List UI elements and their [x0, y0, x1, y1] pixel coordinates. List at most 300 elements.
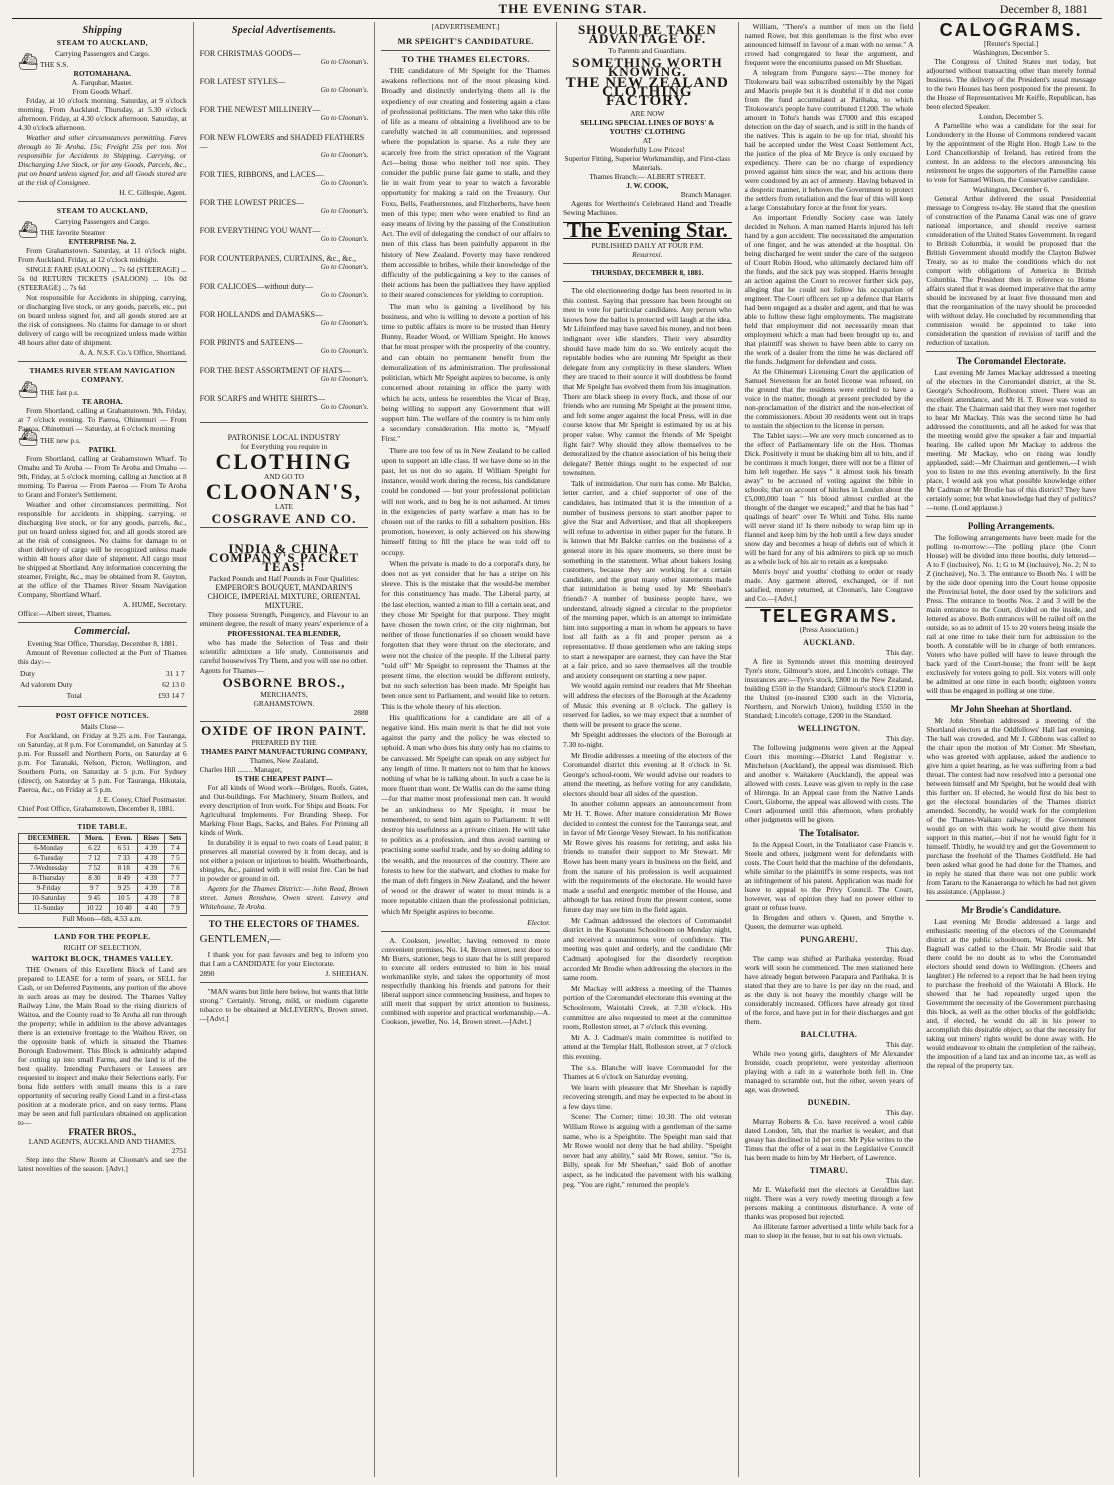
- ad-item-label: FOR SCARFS and WHITE SHIRTS—: [199, 394, 326, 403]
- motto: Resurrexi.: [632, 250, 663, 259]
- ad-item-go: Go to Cloonan's.: [320, 114, 369, 122]
- ship-name: TE AROHA.: [82, 397, 123, 406]
- thames-electors-headline: TO THE THAMES ELECTORS.: [401, 54, 530, 64]
- list-item: [200, 366, 369, 384]
- rule: [926, 699, 1096, 700]
- tide-cell: 4 39: [138, 864, 164, 874]
- ad-item-label: FOR NEW FLOWERS and SHADED FEATHERS—: [199, 133, 365, 151]
- article-paragraph: There are too few of us in New Zealand to be called upon to support an idle class. If we have done so in the past, let us not do so again. If William Speight for instance, would work during the recess, his candidature could be condoned — but your professional politician will not work, and to beg he is not ashamed. At times in the exigencies of party warfare a man has to be chosen out of the ranks to fill a subaltern position. His promotion, however, is only achieved on his showing himself fitting to fill the place he was told off to occupy.: [381, 445, 550, 557]
- post-office-sub: Mails Close—: [80, 722, 124, 731]
- rule: [18, 361, 187, 362]
- tide-cell: 7 5: [164, 854, 186, 864]
- column-footer-advt: Step into the Show Room at Cloonan's and see the latest novelties of the season. [Advt.]: [18, 1155, 187, 1173]
- tide-cell: 7 8: [164, 884, 186, 894]
- india-sub: Packed Pounds and Half Pounds in Four Qualities:: [208, 574, 360, 583]
- tide-cell: 9-Friday: [19, 884, 80, 894]
- clothing-headline: CLOTHING: [215, 449, 353, 474]
- washington-text: The Congress of United States met today, but adjourned without transacting other than merely formal business. The delivery of the President's usual message to the two Houses has been postponed for the present. In the House of Representatives Mr Keiffe, Republican, has been elected Speaker.: [926, 57, 1096, 111]
- dateline-day: This day.: [885, 945, 914, 954]
- land-text: THE Owners of this Excellent Block of Land are prepared to LEASE for a term of years, or SELL for Cash, or on Deferred Payments, any portion of the above in such areas as may be desired. The Thames Valley Railway Line, the Main Road to the rising districts of Waitoa, and the County road to Te Aroha all run through the property; while in addition to the above advantages there is an extensive frontage to the Waihou River, on the opposite bank of which is situated the Thames Borough Endowment. This Block is admirably adapted for cutting up into small Farms, and the land is of the best quality. Intending Purchasers or Lessees are requested to inspect and make their Selections early. For bona fide settlers with small means this is a rare opportunity of securing really Good Land in a first-class position at a moderate price, and on easy terms. Plans may be seen and full particulars obtained on application to—: [18, 965, 187, 1127]
- tide-cell: 7 4: [164, 844, 186, 854]
- dateline-washington-2: Washington, December 6.: [972, 185, 1050, 194]
- ad-item-label: FOR PRINTS and SATEENS—: [199, 338, 303, 347]
- rule: [18, 201, 187, 202]
- auckland-text: A fire in Symonds street this morning destroyed Tyre's store, Gilmour's store, and Lincoln's cottage. The insurances are:—Tyre's stock, £800 in the New Zealand, building £550 in the Standard; Gilmour's stock £1200 in the United (re-insured £300 each in the Victoria, Northern, and Norwich Union), building £550 in the Standard; Lincoln's cottage, £200 in the Standard.: [744, 657, 914, 720]
- tide-cell: 8 49: [110, 874, 138, 884]
- ad-number: 2890: [199, 969, 215, 978]
- electors-headline: TO THE ELECTORS OF THAMES.: [208, 919, 360, 929]
- reuter-special: [Reuter's Special.]: [984, 39, 1039, 48]
- steamship-icon: ⛴: [18, 382, 39, 399]
- post-office-sign: J. E. Coney, Chief Postmaster.: [97, 795, 187, 804]
- tide-cell: 9 25: [110, 884, 138, 894]
- ad-item-label: FOR LATEST STYLES—: [199, 77, 286, 86]
- tide-cell: 6-Tuesday: [19, 854, 80, 864]
- ship-te-aroha: [18, 382, 187, 433]
- ad-item-go: Go to Cloonan's.: [320, 319, 369, 327]
- dateline-auckland: AUCKLAND.: [803, 638, 855, 647]
- sheehan-sign-row: [200, 969, 369, 978]
- totalisator-text: In the Appeal Court, in the Totalisator case Francis v. Steele and others, judgment went for defendants with costs. The Court held that the machine of the defendants, while similar to the plaintiff's in some respects, was not an infringement of his patent. Application was made for leave to appeal to the Privy Council. The Court, however, was of opinion they had no power either to grant or refuse leave.: [744, 840, 914, 912]
- frater-sub: LAND AGENTS, AUCKLAND AND THAMES.: [28, 1137, 176, 1146]
- grahamstown: GRAHAMSTOWN.: [253, 699, 315, 708]
- dateline-pungarehu: PUNGAREHU.: [800, 935, 858, 944]
- coromandel-headline: The Coromandel Electorate.: [956, 356, 1066, 366]
- dateline-day: This day.: [885, 648, 914, 657]
- article-paragraph: The old electioneering dodge has been resorted to in this contest. Saying that pressure has been brought on men to vote for particular candidates. Any person who knows how the ballot is protected will laugh at the idea. Mr Lifeintfeed may have saved his money, and not been indignant over idle slanders. Their very absurdity should have made him do so. We entirely acquit the reputable bodies who are running Mr Speight as their delegate from any complicity in these slanders. When they are traced to their source it will doubtless be found that Mr Speight has evolved them from his imagination. There are black sheep in every flock, and those of our friends who are running Mr Speight at the present time, and felt some anger against the local Press, will in due course know that Mr Speight is estimated by us at his proper value. Why cannot the friends of Mr Speight fight fair? Why should they allow themselves to be demoralized by the chance association of his being their delegate? Better things ought to be expected of our townsmen.: [563, 286, 732, 478]
- ship-prefix: THE new p.s.: [40, 436, 81, 445]
- ship-schedule: From Grahamstown. Saturday, at 11 o'clock night. From Auckland. Friday, at 12 o'clock midnight.: [18, 246, 187, 264]
- ship-office: A. A. N.S.F. Co.'s Office, Shortland.: [79, 348, 187, 357]
- advertisement-tag: [ADVERTISEMENT.]: [431, 22, 500, 31]
- cosgrave-line: COSGRAVE AND CO.: [211, 511, 357, 526]
- dateline-washington: Washington, December 5.: [972, 48, 1050, 57]
- section-shipping: Shipping: [82, 25, 123, 36]
- oxide-agents: Agents for the Thames District:— John Read, Brown street. James Renshaw, Owen street. Lavery and Whitehouse, Te Aroha.: [199, 884, 369, 911]
- ship-prefix: THE fast p.s.: [40, 388, 80, 397]
- merchants: MERCHANTS,: [260, 690, 308, 699]
- article-paragraph: Mr Brodie addresses a meeting of the electors of the Coromandel district this evening at 8 o'clock in St. George's school-room. We would advise our readers to attend the meeting, as before voting for any candidate, electors should hear all sides of the question.: [563, 750, 732, 798]
- rule: [926, 351, 1096, 352]
- article-paragraph: THE candidature of Mr Speight for the Thames awakens reflections not of the most pleasing kind. Broadly and distinctly underlying them all is the expediency of our creating and fostering again a class of professional politicians. The men who take this rôle of life as a means of obtaining a livelihood are to be carefully watched in all communities, and repressed where the population is sparse. As a rule they are scarcely free from the strict operation of the Vagrant Act—being those who neither toil nor spin. They consider the public purse fair game to stalk, and they lie in wait from year to year to watch a favorable opportunity for making a raid on the Treasury. Our Foxs, Bells, Featherstones, and Fitzherberts, have been men of this type; men who were enabled to find an easy means of living by the passing of the Constitution Act. The evil of delegating the conduct of our affairs to men of this class has been painfully apparent in the history of New Zealand. Poverty may have rendered them accessible to bribes, while their knowledge of the difficulty of the publicgaining a key to the causes of their actions has been the palliatives they have applied to their seared consciences for yielding to corruption.: [381, 66, 550, 300]
- fare-list: SINGLE FARE (SALOON) ... 7s 6d (STEERAGE) ... 5s 0d RETURN TICKETS (SALOON) ... 10s 0d (STEERAGE) ... 7s 6d: [18, 265, 187, 292]
- telegrams-headline: TELEGRAMS.: [759, 606, 898, 626]
- column-4: [557, 22, 739, 1477]
- oxide-paint-headline: OXIDE OF IRON PAINT.: [201, 723, 367, 738]
- gentlemen-salutation: GENTLEMEN,—: [199, 933, 281, 945]
- cloonans-headline: CLOONAN'S,: [205, 479, 363, 504]
- table-row: [19, 894, 187, 904]
- ship-prefix: THE S.S.: [40, 60, 69, 69]
- ad-item-label: FOR THE BEST ASSORTMENT OF HATS—: [199, 366, 351, 375]
- column-2: [194, 22, 376, 1477]
- totalisator-text-2: In Brogden and others v. Queen, and Smythe v. Queen, the demurrer was upheld.: [744, 913, 914, 931]
- ad-item-go: Go to Cloonan's.: [320, 58, 369, 66]
- post-office-head: POST OFFICE NOTICES.: [55, 711, 149, 720]
- waitoki-head: WAITOKI BLOCK, THAMES VALLEY.: [31, 954, 174, 963]
- something-worth-knowing: SOMETHING WORTH KNOWING.: [572, 55, 723, 79]
- table-row: [19, 884, 187, 894]
- timaru-text-2: An illiterate farmer advertised a little while back for a man to sleep in the house, but to eat his own victuals.: [744, 1222, 914, 1240]
- sheehan-text: Mr John Sheehan addressed a meeting of the Shortland electors at the Oddfellows' Hall last evening. The hall was crowded, and Mr J. Gibbons was called to the chair upon the motion of Mr Comer. Mr Sheehan, who was greeted with applause, asked the audience to give him a quiet hearing, as he was suffering from a bad throat. The contest had now resolved into a personal one between himself and Mr Speight, but he would deal with this further on. If elected, he would first do his best to get the electoral boundaries of the Thames district amended. Secondly, he would work for the completion of the Thames-Waikato railway; if the Government would go on with this work he would give them his support in this matter,—but if not he would fight for it himself. Thirdly, he would try and get the Government to purchase the freehold of the Thames Goldfield. He had been asked what good he had done for the Thames, and in reply he stated that there was not one public work from Tararu to the Kauaeranga to which he had not given his assistance. (Applause.): [926, 716, 1096, 896]
- tide-table-body: [19, 844, 187, 914]
- cookson-advt: A. Cookson, jeweller, having removed to more convenient premises, No. 14, Brown street, next door to Mr Burrs, stationer, begs to state that he is still prepared to execute all orders entrusted to him in his usual workmanlike style, and takes the opportunity of most respectfully thanking his friends and patrons for their liberal support since commencing business, and hopes to still merit that support by strict attention to business, combined with superior and practical workmanship.—A. Cookson, jeweller, No. 14, Brown street.—[Advt.]: [381, 935, 550, 1026]
- oxide-uses: For all kinds of Wood work—Bridges, Roofs, Gates, and Out-buildings. For Machinery, Steam Boilers, and every description of Iron work. For Ships and Boats. For Agricultural Implements. For Branding Sheep. For Marking Flour Bags, Sacks, and Bales. For Priming all kinds of Work.: [199, 783, 369, 837]
- osborne-bros: OSBORNE BROS.,: [222, 675, 346, 690]
- steamship-icon: ⛴: [18, 222, 39, 239]
- tide-cell: 4 39: [138, 894, 164, 904]
- tea-agents: Agents for Thames—: [199, 666, 264, 675]
- tide-cell: 7-Wednesday: [19, 864, 80, 874]
- patronise-line: PATRONISE LOCAL INDUSTRY: [227, 433, 341, 442]
- evening-star-masthead: The Evening Star.: [563, 222, 732, 239]
- ad-item-go: Go to Cloonan's.: [320, 403, 369, 411]
- cook-name: J. W. COOK,: [626, 181, 669, 190]
- post-office-text: For Auckland, on Friday at 9.25 a.m. For Tauranga, on Saturday, at 8 p.m. For Coromandel, on Saturday at 5 p.m. For Russell and Northern Ports, on Saturday at 6 p.m. For Taranaki, Nelson, Picton, Wellington, and Southern Ports, on Saturday at 5 p.m. For Sydney (direct), on Saturday at 5 p.m. For Tauranga, Hikutaia, Paeroa, &c., on Friday at 5 p.m.: [18, 731, 187, 794]
- column-6: [920, 22, 1102, 1477]
- tide-cell: 7 12: [79, 854, 110, 864]
- ship-name: PATIKI.: [88, 445, 116, 454]
- list-item: [200, 394, 369, 412]
- list-item: [200, 338, 369, 356]
- revenue-label: Ad valorem Duty: [20, 680, 73, 689]
- article-paragraph: Mr Mackay will address a meeting of the Thames portion of the Coromandel electorate this evening at the Schoolroom, Waiotahi Creek, at 7.30 o'clock. His committee are also requested to meet at the committee room, Rolleston street, at 7 o'clock this evening.: [563, 983, 732, 1032]
- list-item: [200, 310, 369, 328]
- oxide-cheapest: IS THE CHEAPEST PAINT—: [235, 774, 333, 783]
- ad-item-label: FOR COUNTERPANES, CURTAINS, &c., &c.,: [199, 254, 357, 263]
- tide-cell: 4 39: [138, 884, 164, 894]
- post-office-date: Chief Post Office, Grahamstown, December 8, 1881.: [18, 804, 175, 813]
- are-now-line: ARE NOW: [630, 109, 665, 118]
- commercial-text: Amount of Revenue collected at the Port of Thames this day:—: [18, 648, 187, 666]
- tide-column-header: DECEMBER.: [19, 834, 80, 844]
- tide-column-header: Even.: [110, 834, 138, 844]
- oxide-place: Thames, New Zealand,: [249, 756, 319, 765]
- article-paragraph: A telegram from Punguru says:—The money for Titokowaru bail was subscribed ostensibly by the Ngati and Maoris people but it is doubtful if it did not come from the fund accumulated at Parihaka, to which Titokowaru's people have contributed £1200. The whole amount in Tohu's hands was £7000 and this escaped detection on the day of search, and is still in the hands of the natives. This is again to be up for trial, should his bail be accepted under the West Coast Settlement Act, the justice of the plea of Mr Bryce is only excused by expediency. There can be no charge of expediency proved against him since the war, and his actions there were condoned by an act of amnesty. Having behaved in a despotic manner, it behoves the Government to protect the settlers from retaliation and the fear of this will keep a large Constabulary force at the front for years.: [744, 68, 914, 212]
- tide-column-header: Sets: [164, 834, 186, 844]
- ship-secretary: A. HUME, Secretary.: [122, 600, 187, 609]
- at-line: AT: [642, 136, 652, 145]
- ship-prefix: THE favorite Steamer: [40, 228, 106, 237]
- article-paragraph: The s.s. Blanche will leave Coromandel for the Thames at 6 o'clock on Saturday evening.: [563, 1062, 732, 1082]
- oxide-company: THAMES PAINT MANUFACTURING COMPANY,: [200, 747, 368, 756]
- steam-auckland-head: STEAM TO AUCKLAND,: [56, 206, 148, 215]
- dunedin-text: Murray Roberts & Co. have received a wool cable dated London, 5th, that the market is weaker, and that greasy has declined to 1d per cent. Mr Pyke writes to the Times that the offer of a seat in the Legislative Council has been made to him by Mr Herbert, of Lawrence.: [744, 1117, 914, 1162]
- article-paragraph: Scene: The Corner; time: 10.30. The old veteran William Rowe is arguing with a gentleman of the same name, who is a Speightite. The Speight man said that Mr Rowe would not deny that he had ability. "Speight never had any ability," said Mr Rowe, senior. "So is, Billy, speak for Mr Sheehan," said Bob of another aspect, as he indicated the pavement with his walking peg. "You are right," returned the people's: [563, 1112, 732, 1189]
- dateline-day: This day.: [885, 1176, 914, 1185]
- column-3: [375, 22, 557, 1477]
- tide-cell: 10 22: [79, 904, 110, 914]
- coromandel-text: Last evening Mr James Mackay addressed a meeting of the electors in the Coromandel district, at the St. George's Schoolroom, Rolleston street. There was an excellent attendance, and Mr H. T. Rowe was voted to the chair. The Chairman said that they were met together to hear Mr Mackay. This was the second time he had addressed the constituents, and all he asked for was that the meeting would give the speaker a fair and impartial hearing. He called upon Mr Mackay to address the meeting. Mr Mackay, who on rising was loudly applauded, said:—Mr Chairman and gentlemen,—I wish you to listen to me this evening attentively. In the first place, I would ask you what possible knowledge either Mr Cadman or Mr Brodie has of this district? They have certainly some; but what knowledge had they of politics? —none. (Loud applause.): [926, 368, 1096, 512]
- ship-note: Weather and other circumstances permitting. Not responsible for accidents in shipping, carrying, or discharging live stock, or for any goods, parcels, &c., put on board unless signed for, and all goods stored are at the risk of consignees. No claims for damage to or short delivery of cargo will be recognized unless made within 48 hours after date of shipment. All cargo must be shipped at Shortland. Any information concerning the steamer, Freight, &c., may be obtained from R. Guyton, at the office of the Thames River Steam Navigation Company, Shortland Wharf.: [18, 500, 187, 599]
- rule: [563, 263, 732, 264]
- tea-blender: PROFESSIONAL TEA BLENDER,: [227, 629, 341, 638]
- table-row: [19, 904, 187, 914]
- india-china-headline: INDIA & CHINA COMPANY'S PACKET TEAS!: [208, 541, 360, 574]
- article-paragraph: At the Ohinemuri Licensing Court the application of Samuel Stevenson for an hotel license was refused, on the ground that the residents were entitled to have a voice in the matter, though at present precluded by the non-proclamation of the district and the non-election of the commissioners. About 30 residents went out in traps to sustain the objection to the license in person.: [744, 367, 914, 430]
- rule: [200, 422, 369, 423]
- tide-cell: 8-Thursday: [19, 874, 80, 884]
- rule: [381, 50, 550, 51]
- ad-item-label: FOR CALICOES—without duty—: [199, 282, 313, 291]
- list-item: [200, 254, 369, 272]
- table-row: [19, 854, 187, 864]
- article-paragraph: Men's boys' and youths' clothing to order or ready made. Any garment altered, exchanged, or if not satisfied, money returned, at Cloonan's, late Cosgrave and Co.—[Advt.]: [744, 567, 914, 603]
- and-go-line: AND GO TO: [264, 472, 304, 481]
- list-item: [200, 49, 369, 67]
- london-text: A Parnellite who was a candidate for the seat for Londonderry in the House of Commons rendered vacant by the appointment of the Right Hon. Hugh Law to the Lord Chancellorship of Ireland, has retired from the contest. In an address to the electors announcing his retirement he urges the supporters of the Parnellite cause to vote for Samuel Wilson, the Conservative candidate.: [926, 121, 1096, 184]
- tide-column-header: Rises: [138, 834, 164, 844]
- tide-cell: 8 18: [110, 864, 138, 874]
- tide-cell: 8 30: [79, 874, 110, 884]
- tide-cell: 4 39: [138, 854, 164, 864]
- timaru-text: Mr E. Wakefield met the electors at Geraldine last night. There was a very rowdy meeting through a few persons making a continuous disturbance. A vote of thanks was proposed but rejected.: [744, 1185, 914, 1221]
- ship-enterprise: [18, 222, 187, 357]
- washington2-text: General Arthur delivered the usual Presidential message to Congress to-day. He stated that the question of construction of the Panama Canal was one of grave national importance, and should receive earnest consideration of the United States Government. In regard to British Columbia, it would be proposed that the British Government should modify the Clayton Bulwer Treaty, so as to make the conditions which do not comport with obligations of America in British Columbia. The President then in reference to Home affairs stated that it was deemed imperative that the army should be increased by at least five thousand men and that the reorganisation of the navy should be proceeded with without delay. He concluded by recommending that commission would be appointed to take into consideration the question of revision of tariff and the reduction of taxation.: [926, 194, 1096, 347]
- news-paragraphs: [745, 22, 914, 603]
- ad-item-go: Go to Cloonan's.: [320, 375, 369, 383]
- article-paragraph: In another column appears an announcement from Mr H. T. Rowe. After mature consideration Mr Rowe decided to contest the contest for the Tauranga seat, and in favor of Mr George Vesey Stewart. In his notification Mr Rowe gives his reasons for retiring, and asks his friends to transfer their support to Mr Stewart. Mr Rowe has been many years in business on the field, and from the nature of his profession is well acquainted with the requirements of the electorate. He would have made a useful and energetic member of the House, and although he has retired from the present contest, some future day may see him in the field again.: [563, 799, 732, 914]
- totalisator-headline: The Totalisator.: [798, 828, 860, 838]
- ad-item-go: Go to Cloonan's.: [320, 207, 369, 215]
- ad-item-label: FOR CHRISTMAS GOODS—: [199, 49, 301, 58]
- revenue-table: [18, 667, 187, 702]
- ship-schedule: From Shortland, calling at Grahamstown. 9th, Friday, at 7 o'clock evening. To Paeroa, Ohinemuri — From Paeroa, Ohinemuri — Saturday, at 6 o'clock morning: [18, 406, 187, 433]
- tide-cell: 4 39: [138, 874, 164, 884]
- ad-item-go: Go to Cloonan's.: [320, 86, 369, 94]
- dateline-day: This day.: [885, 1108, 914, 1117]
- commercial-dateline: Evening Star Office, Thursday, December 8, 1881.: [27, 639, 178, 648]
- rule: [18, 817, 187, 818]
- branch-manager: Branch Manager.: [680, 190, 732, 199]
- ship-schedule: Friday, at 10 o'clock morning. Saturday, at 9 o'clock morning. From Auckland. Thursday, at 5.30 o'clock afternoon. Friday, at 4.30 o'clock afternoon. Saturday, at 4.30 o'clock afternoon.: [18, 96, 187, 132]
- editorial-date: THURSDAY, DECEMBER 8, 1881.: [591, 268, 704, 277]
- list-item: [200, 226, 369, 244]
- oxide-manager: Charles Hill ........ Manager,: [199, 765, 282, 774]
- cloonans-ad-list: [200, 49, 369, 412]
- dateline-dunedin: DUNEDIN.: [807, 1098, 851, 1107]
- press-association: (Press Association.): [799, 625, 859, 634]
- dateline-balclutha: BALCLUTHA.: [800, 1030, 858, 1039]
- speight-headline: MR SPEIGHT'S CANDIDATURE.: [397, 36, 534, 46]
- tide-cell: 7 7: [164, 874, 186, 884]
- dateline-day: This day.: [885, 734, 914, 743]
- tide-cell: 6-Monday: [19, 844, 80, 854]
- revenue-row: [20, 680, 185, 689]
- ad-item-label: FOR TIES, RIBBONS, and LACES—: [199, 170, 324, 179]
- steamship-icon: ⛴: [18, 430, 39, 447]
- ship-agent: H. C. Gillespie, Agent.: [119, 188, 187, 197]
- rule: [200, 527, 369, 528]
- article-paragraph: We would again remind our readers that Mr Sheehan will address the electors of the Borough at the Academy of Music this evening at 8 o'clock. The gallery is reserved for ladies, so we may expect that a number of them will be present to grace the scene.: [563, 681, 732, 729]
- speight-article-body: [381, 66, 550, 917]
- tide-cell: 11-Sunday: [19, 904, 80, 914]
- ship-note: Weather and other circumstances permitting. Fares through to Te Aroha, 15s; Freight 25s per ton. Not responsible for Accidents in Shipping, Carrying, or Discharging Live Stock, or for any Goods, Parcels, &c., put on board unless signed for, and all Goods stored are at the risk of Consignee.: [18, 133, 187, 187]
- article-paragraph: Mr A. J. Cadman's main committee is notified to attend at the Templar Hall, Rolleston street, at 7 o'clock this evening.: [563, 1032, 732, 1061]
- ship-name: ROTOMAHANA.: [73, 69, 132, 78]
- balclutha-text: While two young girls, daughters of Mr Alexander Ironside, coach proprietor, were yesterday afternoon playing with a raft in a waterhole both fell in. One managed to scramble out, but the other, seven years of age, was drowned.: [744, 1049, 914, 1094]
- list-item: [200, 198, 369, 216]
- table-row: [19, 844, 187, 854]
- revenue-label: Duty: [20, 669, 35, 678]
- brodie-text: Last evening Mr Brodie addressed a large and enthusiastic meeting of the electors of the Coromandel district at the public schoolroom, Waiotahi creek. Mr Bagnall was called to the Chair. Mr Brodie said that there could be no doubt as to who the Coromandel electors should send down to Wellington. (Cheers and laughter.) He referred to a report that he had been trying to purchase the freehold of the Waiotahi A Block. He showed that he had repeatedly urged upon the Government the necessity of the Government purchasing this block, as well as the other blocks of the goldfields; and, if elected, he would do all in his power to accomplish this desirable object, so that the necessity for taking out miners' rights would be done away with. He would endeavour to obtain the completion of the railway, the imposition of a land tax and an income tax, as well as the repeal of the property tax.: [926, 917, 1096, 1070]
- branch-line: Thames Branch:— ALBERT STREET.: [589, 172, 706, 181]
- tide-cell: 7 9: [164, 904, 186, 914]
- tide-cell: 7 8: [164, 894, 186, 904]
- ad-item-go: Go to Cloonan's.: [320, 179, 369, 187]
- rule: [18, 927, 187, 928]
- land-head: LAND FOR THE PEOPLE.: [54, 932, 151, 941]
- paper-title: THE EVENING STAR.: [498, 1, 648, 16]
- office-address: Office:—Albert street, Thames.: [18, 609, 112, 618]
- wellington-text: The following judgments were given at the Appeal Court this morning:—District Land Registrar v. Mitchelson (Auckland), the appeal was dismissed. Rich and another v. Waitakere (Auckland), the appeal was allowed with costs. Leave was given to reply in the case of Hironga. In an Appeal case from the Native Lands Court, Gisborne, the appeal was allowed with costs. The Court adjourned until this afternoon, when probably other judgments will be given.: [744, 743, 914, 824]
- frater-bros: FRATER BROS.,: [68, 1127, 137, 1137]
- rule: [18, 622, 187, 623]
- section-commercial: Commercial.: [74, 626, 131, 637]
- revenue-value: 62 13 0: [162, 680, 185, 689]
- tide-cell: 6 22: [79, 844, 110, 854]
- tea-varieties: EMPEROR'S BOUQUET, MANDARIN'S CHOICE, IMPERIAL MIXTURE, ORIENTAL MIXTURE.: [207, 583, 361, 610]
- article-paragraph: His qualifications for a candidate are all of a negative kind. His main merit is that he did not vote against the party and the policy he was elected to uphold. A man who does his duty only has no claims to be canvassed. Mr Speight can speak on any subject for any length of time. It matters not to him that he knows nothing of what he is talking about. In such a case he is more fluent than wont. Dr Wallis can do the same thing—for that matter most professional men can. It would be an unkindness to Mr Speight, it must be remembered, to send him again to Parliament. It will destroy his usefulness as a private citizen. He will take to politics as a profession, and thus avoid earning or practising some useful trade, and by so doing adding to the wealth, and the resources of the country. There are forests to hew for the stalwart, and clothes to make for the man of deft fingers in New Zealand, and the hewer of wood or the drawer of water to most minds is a more reputable citizen than the professional politician, which Mr Speight aspires to become.: [381, 712, 550, 916]
- revenue-label: Total: [66, 691, 82, 700]
- rule: [200, 721, 369, 722]
- revenue-value: £93 14 7: [158, 691, 185, 700]
- ad-item-go: Go to Cloonan's.: [320, 347, 369, 355]
- ad-number: 2751: [171, 1146, 187, 1155]
- table-row: [19, 874, 187, 884]
- sewing-machines-text: Agents for Wertheim's Celebrated Hand and Treadle Sewing Machines.: [563, 199, 732, 217]
- steam-auckland-head: STEAM TO AUCKLAND,: [56, 38, 148, 47]
- tide-table-head: TIDE TABLE.: [77, 822, 128, 831]
- tide-cell: 10 40: [110, 904, 138, 914]
- article-paragraph: Mr Speight addresses the electors of the Borough at 7.30 to-night.: [563, 730, 732, 749]
- ad-item-label: FOR THE LOWEST PRICES—: [199, 198, 305, 207]
- ad-item-label: FOR HOLLANDS and DAMASKS—: [199, 310, 323, 319]
- prices-line: Wonderfully Low Prices!: [609, 145, 685, 154]
- full-moon: Full Moon—6th, 4.53 a.m.: [62, 914, 143, 923]
- carrying-note: Carrying Passengers and Cargo.: [54, 217, 150, 226]
- tide-cell: 7 33: [110, 854, 138, 864]
- polling-text: The following arrangements have been made for the polling to-morrow:—The polling place (the Court House) will be divided into three booths, duly lettered—A to F (inclusive), No. 1; G to M (inclusive), No. 2; N to Z (inclusive), No. 3. The entrance to Booth No. 1 will be by the side door opening into the Court house opposite the Provincial hotel, the door used by the solicitors and Press. The entrance to booths Nos. 2 and 3 will be the main entrance to the Court, divided on the inside, and lettered as above. Both entrances will be railed off on the outside, so as to admit of 15 to 20 voters being inside the rail at one time to take their turn for admission to the booth. A constable will be in charge of both entrances. Voters who have polled will have to leave through the back yard of the Court-house; the front will be kept exclusively for voters going to poll. Six voters will only be admitted at one time in each booth; eighteen voters will thus be engaged in polling at one time.: [926, 533, 1096, 695]
- calograms-headline: CALOGRAMS.: [939, 22, 1083, 40]
- ship-patiki: [18, 430, 187, 618]
- carrying-note: Carrying Passengers and Cargo.: [54, 49, 150, 58]
- sheehan-signature: J. SHEEHAN.: [325, 969, 369, 978]
- tide-column-header: Morn.: [79, 834, 110, 844]
- tide-cell: 10-Saturday: [19, 894, 80, 904]
- ship-master: A. Farquhar, Master.: [71, 78, 133, 87]
- elector-signature: Elector.: [527, 917, 550, 927]
- ad-item-go: Go to Cloonan's.: [320, 291, 369, 299]
- ad-item-label: FOR EVERYTHING YOU WANT—: [199, 226, 321, 235]
- revenue-value: 31 1 7: [165, 669, 185, 678]
- published-line: PUBLISHED DAILY AT FOUR P.M.: [591, 241, 704, 250]
- ship-name: ENTERPRISE No. 2.: [68, 237, 136, 246]
- ad-number: 2888: [353, 708, 369, 717]
- article-paragraph: We learn with pleasure that Mr Sheehan is rapidly recovering strength, and may be expected to be about in a few days time.: [563, 1082, 732, 1111]
- tide-cell: 7 6: [164, 864, 186, 874]
- ad-item-go: Go to Cloonan's.: [320, 235, 369, 243]
- rule: [200, 982, 369, 983]
- tide-cell: 10 5: [110, 894, 138, 904]
- oxide-prepared: PREPARED BY THE: [251, 738, 317, 747]
- superior-line: Superior Fitting, Superior Workmanship, and First-class Materials.: [564, 154, 731, 172]
- article-paragraph: When the private is made to do a corporal's duty, he does not as yet consider that he has a stripe on his sleeve. This is the mistake that the would-be member for this constituency has made. The Liberal party, at the last election, wanted a man to fill a certain seat, and they chose Mr Speight for that purpose. They might have chosen the town crier, or the city nightman, but neither of those functionaries if so chosen would have forgotten that they were thrust on the electorate, and were not the choice of the people. If the Liberal party "told off" Mr Speight to represent the Thames at the present time, the election would be different entirely, but no such selection has been made. Mr Speight has been once sent to Parliament, and would like to return. This is the whole theory of his election.: [381, 558, 550, 711]
- list-item: [200, 105, 369, 123]
- columns: [12, 22, 1102, 1477]
- pungarehu-text: The camp was shifted at Parihaka yesterday. Road work will soon be commenced. The men stationed here have already begun between Parapara and Parihaka. It is stated that they are to have 1s per day on the road, and as the duty is not heavy the monthly charge will be considerably increased. Officers have already got tired of the force, and have put in for their discharges and got them.: [744, 954, 914, 1026]
- rule: [926, 900, 1096, 901]
- column-footer-advt: "MAN wants but little here below, but wants that little strong." Certainly. Strong, mild, or medium cigarette tobacco to be obtained at McLEVERN's, Brown street.—[Advt.]: [199, 987, 369, 1023]
- tide-cell: 7 52: [79, 864, 110, 874]
- article-paragraph: The man who is gaining a livelihood by his business, and who is willing to devote a portion of his time to public affairs is more to be trusted than Henry Bunny, Reader Wood, or William Speight. He knows that he must prosper with the prosperity of the country, and can obtain no permanent benefit from the demoralization of its administration. The professional politician, which Mr Speight aspires to become, is only concerned about retaining in office the party with which he acts, unless he resembles the Vicar of Bray, being willing to support any Government that will support him. The welfare of the country is to him only a secondary consideration. His motto is, "Myself First.": [381, 301, 550, 444]
- nz-clothing-factory: THE NEW ZEALAND CLOTHING FACTORY.: [565, 75, 729, 109]
- to-parents-line: To Parents and Guardians.: [608, 46, 687, 55]
- revenue-row: [20, 691, 185, 700]
- tide-cell: 4 39: [138, 844, 164, 854]
- list-item: [200, 282, 369, 300]
- tide-table: [18, 833, 187, 914]
- section-special-advertisements: Special Advertisements.: [231, 25, 337, 36]
- river-company-head: THAMES RIVER STEAM NAVIGATION COMPANY.: [29, 366, 176, 384]
- brodie-headline: Mr Brodie's Candidature.: [961, 905, 1062, 915]
- tide-cell: 4 40: [138, 904, 164, 914]
- selling-line: SELLING SPECIAL LINES OF BOYS' & YOUTHS' CLOTHING: [580, 118, 715, 136]
- sheehan-headline: Mr John Sheehan at Shortland.: [950, 704, 1072, 714]
- late-line: LATE: [274, 502, 294, 511]
- ad-item-go: Go to Cloonan's.: [320, 151, 369, 159]
- dateline-wellington: WELLINGTON.: [797, 724, 861, 733]
- dateline-timaru: TIMARU.: [809, 1166, 849, 1175]
- article-paragraph: The Tablet says:—We are very much concerned as to the effect of Parliamentary life on the Hon. Thomas Dick. Positively it must be shaking him all to bits, and if he continues it much longer, there will not be a flitter of him left together. He says " it almost took his breath away" to be accused of voting against the bible in schools; that on account of hitches in London about the £5,000,000 loan " his blood almost curdled at the thought of the danger we escaped;" and that he has had " qualings of heart" over Te Whiti and Tohu. His name will never stand it! Is there nobody to wrap him up in flannel and keep him by the hob until a few days snuder snow day and becomes a heap of debris out of which it will be hard for any of his admirers to pick up so much as a whole lock of his air to retain as a keepsake.: [744, 431, 914, 566]
- list-item: [200, 170, 369, 188]
- should-be-taken-headline: SHOULD BE TAKEN ADVANTAGE OF.: [577, 22, 717, 46]
- table-row: [19, 864, 187, 874]
- tide-cell: 9 45: [79, 894, 110, 904]
- column-1: [12, 22, 194, 1477]
- steamship-icon: ⛴: [18, 54, 39, 71]
- article-paragraph: Mr Cadman addressed the electors of Coromandel district in the Kuaotunu Schoolroom on Monday night, and received a unanimous vote of confidence. The meeting was quiet and orderly, and the candidate (Mr Cadman) apologised for the disorderly reception accorded Mr Brodie when addressing the electors in the same room.: [563, 915, 732, 983]
- article-paragraph: An important Friendly Society case was lately decided in Nelson. A man named Harris injured his left hand by a gun accident. The necessitated the amputation of one finger, and he was attended at the hospital. On being discharged he went under the care of the surgeon of Court Robin Hood, who ultimately declared him off the funds, and the sick pay was stopped. Harris brought an action against the Court to recover further sick pay, alleging that he could not follow his occupation of engineer. The Court officers set up a defence that Harris had been engaged as a dealer and agent, and that he was able to follow these light employments. The magistrate held that employment did not necessarily mean that employment which a man had been brought up to, and that plaintiff was shown to have been able to carry on the work of a dealer from the time he was declared off the funds. Judgment for defendant and costs.: [744, 213, 914, 366]
- tea-text: They possess Strength, Pungency, and Flavour to an eminent degree, the result of many years' experience of a: [199, 610, 369, 628]
- blender-text: who has made the Selection of Teas and their scientific admixture a life study. Connoisseurs and careful housewives Try Them, and you will use no other.: [199, 638, 369, 665]
- article-paragraph: Talk of intimidation. Our turn has come. Mr Balcke, letter carrier, and a chief supporter of one of the candidates, has intimated that it is the intention of a number of business persons to start another paper to give the Star and Advertiser, and that all shopkeepers will refuse to advertise in either paper for the future. It is known that Mr Balcke carries on the business of a general store in his spare moments, so there must be something in the statement. What about bakers losing customers, because they are working for a certain candidate, and the great many other statements made that intimidation is being used by Mr Sheehan's friends? A number of business people have, we understand, already signed a circular to the proprietor of the morning paper, which is an attempt to intimidate him into supporting a man in whom he appears to have lost all faith as a fit and proper person as a representative. If those gentlemen who are taking steps to start a newspaper are earnest, they can have the Star at a fair price, and so save themselves all the trouble and anxiety consequent on starting a new paper.: [563, 478, 732, 680]
- revenue-row: [20, 669, 185, 678]
- ship-rotomahana: [18, 54, 187, 197]
- polling-headline: Polling Arrangements.: [967, 521, 1055, 531]
- dateline-day: This day.: [885, 1040, 914, 1049]
- rule: [18, 706, 187, 707]
- oxide-text: In durability it is equal to two coats of Lead paint; it preserves all material covered by it from decay, and is not either a poison or injurious to health. Weatherboards, shingles, &c., painted with it will resist fire. Can be had in powder or ground in oil.: [199, 838, 369, 883]
- ad-item-go: Go to Cloonan's.: [320, 263, 369, 271]
- ship-schedule: From Shortland, calling at Grahamstown Wharf. To Omahu and Te Aroha — From Te Aroha and Omahu — 9th, Friday, at 5 o'clock morning, calling at Junction at 8 morning. To Paeroa — From Paeroa — From Te Aroha to Grant and Forster's Settlement.: [18, 454, 187, 499]
- tide-table-header: [19, 834, 187, 844]
- for-everything-line: for Everything you require in: [240, 442, 328, 451]
- gentlemen-text: I thank you for past favours and beg to inform you that I am a CANDIDATE for your Electorate.: [199, 950, 369, 968]
- issue-date: December 8, 1881: [999, 1, 1088, 16]
- tide-cell: 9 7: [79, 884, 110, 894]
- editorial-body: [563, 286, 732, 1189]
- list-item: [200, 133, 369, 160]
- column-5: [739, 22, 921, 1477]
- land-sub: RIGHT OF SELECTION.: [63, 943, 142, 952]
- ship-note: Not responsible for Accidents in shipping, carrying, or discharging live stock, or any goods, parcels, etc., put on board unless signed for, and all goods stored are at the risk of consignees. No claims for damage to or short delivery of cargo will be recognized unless made within 48 hours after date of shipment.: [18, 293, 187, 347]
- dateline-london: London, December 5.: [978, 112, 1044, 121]
- rule: [563, 281, 732, 282]
- rule: [926, 516, 1096, 517]
- ad-item-label: FOR THE NEWEST MILLINERY—: [199, 105, 321, 114]
- ship-from: From Goods Wharf.: [72, 87, 133, 96]
